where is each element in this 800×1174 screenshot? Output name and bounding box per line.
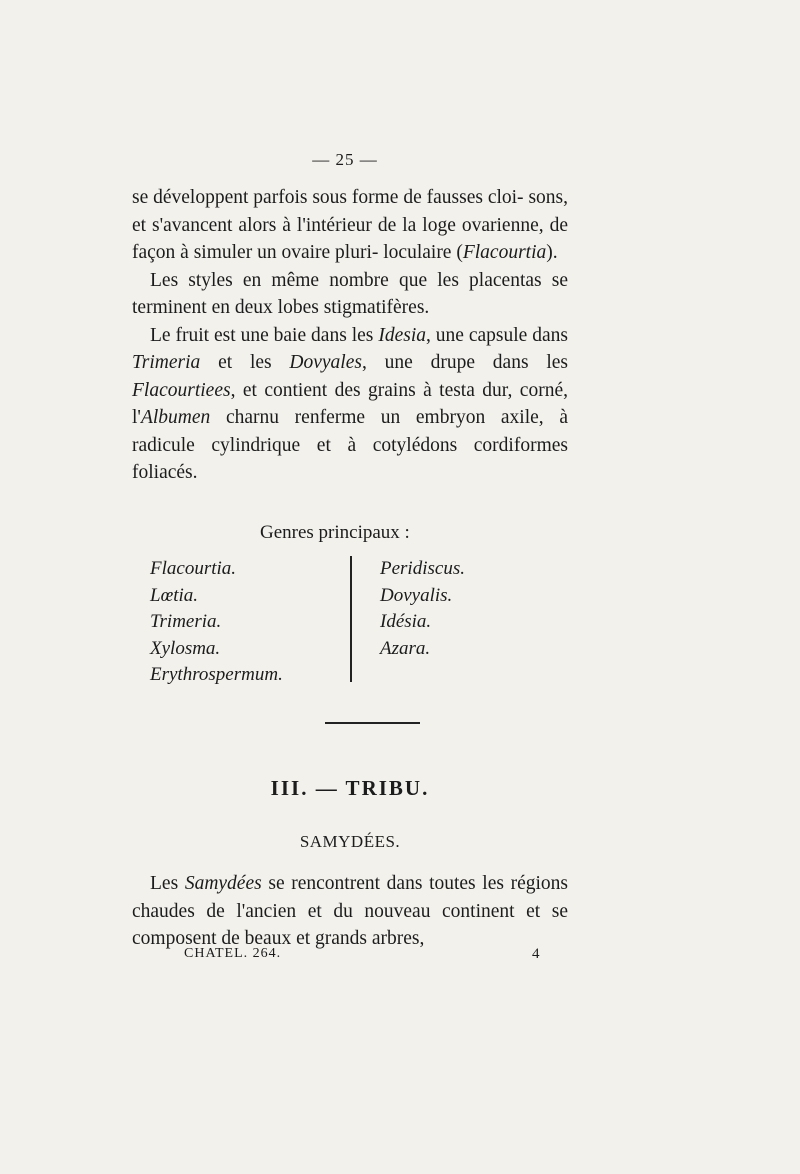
text-line: ovarienne, de façon à simuler un ovaire pluri- bbox=[132, 214, 568, 263]
genus-name: Lœtia. bbox=[150, 584, 199, 606]
paragraph-styles: Les styles en même nombre que les placentas se terminent en deux lobes stigmatifères. bbox=[132, 269, 568, 318]
text-line: sons, et s'avancent alors à l'intérieur de la loge bbox=[132, 187, 569, 236]
italic-term: Flacourtiees bbox=[132, 379, 231, 401]
genus-name: Peridiscus. bbox=[380, 558, 465, 579]
text-run: , et contient des grains à testa dur, corné, l' bbox=[132, 379, 568, 428]
italic-term: Dovyales bbox=[289, 352, 362, 373]
signature-mark: CHATEL. 264. bbox=[184, 946, 282, 961]
italic-term: Idesia bbox=[378, 324, 426, 346]
text-run: Les bbox=[150, 873, 185, 894]
body-text-bottom bbox=[132, 870, 568, 953]
italic-term: Trimeria bbox=[132, 352, 201, 373]
italic-term: Albumen bbox=[140, 407, 211, 428]
text-run: se rencontrent dans toutes les régions chaudes de l'ancien et du nouveau continent et se composent de beaux et grands arbres, bbox=[132, 873, 569, 949]
text-line: se développent parfois sous forme de fausses cloi- bbox=[132, 187, 524, 208]
text-run: , une drupe dans les bbox=[361, 352, 568, 373]
genus-name: Idésia. bbox=[380, 611, 432, 632]
text-line: loculaire ( bbox=[383, 242, 463, 263]
genres-right-column bbox=[380, 556, 465, 662]
text-run: , une capsule dans bbox=[425, 324, 569, 346]
text-run: Le fruit est une baie dans les bbox=[150, 324, 379, 346]
column-divider bbox=[350, 556, 352, 682]
tribe-heading: III. — TRIBU. bbox=[270, 776, 430, 800]
tribe-name: SAMYDÉES. bbox=[299, 832, 401, 851]
italic-term: Samydées bbox=[184, 873, 262, 894]
text-line: ). bbox=[546, 242, 558, 263]
paragraph-fruit bbox=[132, 322, 568, 487]
genus-name: Xylosma. bbox=[150, 637, 221, 659]
genus-name: Dovyalis. bbox=[380, 584, 453, 606]
body-text-top bbox=[132, 184, 568, 487]
text-run: charnu renferme un embryon axile, à radicule cylindrique et à cotylédons cordiformes foliacés. bbox=[132, 407, 568, 483]
signature-number: 4 bbox=[532, 946, 540, 962]
page-number: — 25 — bbox=[312, 150, 378, 169]
italic-term: Flacourtia bbox=[462, 242, 547, 263]
genus-name: Flacourtia. bbox=[150, 558, 237, 579]
genres-heading: Genres principaux : bbox=[260, 522, 410, 543]
genus-name: Trimeria. bbox=[150, 611, 222, 632]
genres-left-column bbox=[150, 556, 283, 689]
paragraph-continuation bbox=[132, 184, 568, 267]
text-run: et les bbox=[200, 352, 290, 373]
section-rule bbox=[325, 722, 420, 724]
genus-name: Erythrospermum. bbox=[150, 664, 283, 685]
paragraph-samydees bbox=[132, 870, 568, 953]
genus-name: Azara. bbox=[380, 637, 431, 659]
